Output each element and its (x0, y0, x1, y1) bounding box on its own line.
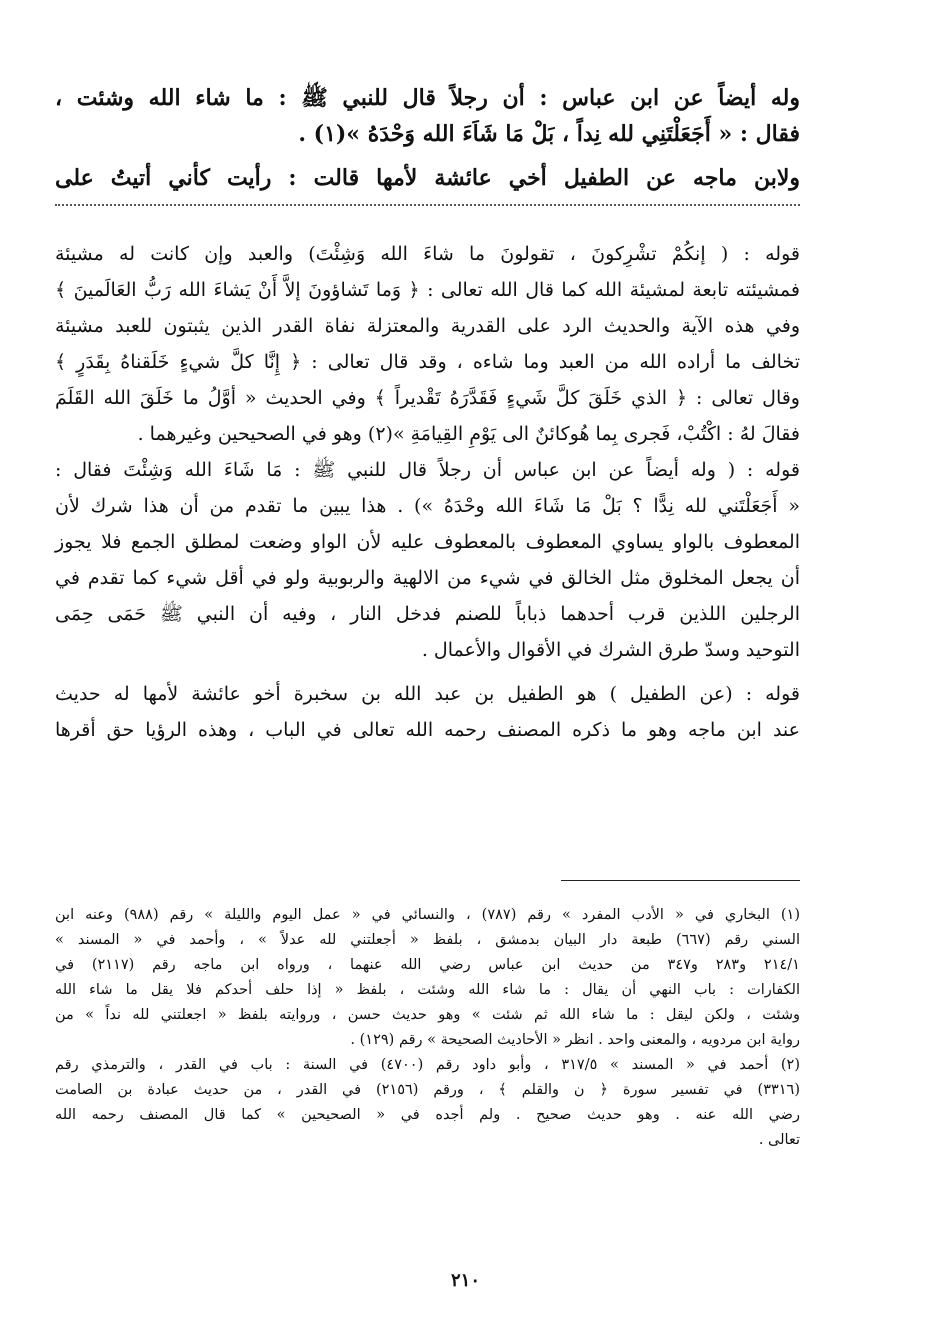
hadith-line: ولابن ماجه عن الطفيل أخي عائشة لأمها قالت : رأيت كأني أتيتُ على (55, 165, 800, 191)
footnote-separator (561, 880, 800, 881)
text-line: قوله : ( وله أيضاً عن ابن عباس أن رجلاً قال للنبي ﷺ : مَا شَاءَ الله وَشِئْتَ فقال : (55, 459, 800, 481)
text-line: وفي هذه الآية والحديث الرد على القدرية والمعتزلة نفاة القدر الذين يثبتون للعبد مشيئة (55, 315, 800, 337)
footnote-line: رواية ابن مردويه ، والمعنى واحد . انظر « الأحاديث الصحيحة » رقم (١٢٩) . (350, 1032, 800, 1048)
footnote-line: الكفارات : باب النهي أن يقال : ما شاء الله وشئت ، بلفظ « إذا حلف أحدكم فلا يقل ما شاء الله (55, 982, 800, 998)
commentary-paragraph-3 (55, 676, 800, 748)
footnote-line: (٣٣١٦) في تفسير سورة ﴿ ن والقلم ﴾ ، ورقم (٢١٥٦) في القدر ، من حديث عبادة بن الصامت (55, 1082, 801, 1098)
text-line: وقال تعالى : ﴿ الذي خَلَقَ كلَّ شَيءٍ فَقَدَّرَهُ تَقْديراً ﴾ وفي الحديث « أوَّلُ ما خَلَقَ الله القَلَمَ (55, 387, 800, 409)
hadith-line: فقال : « أَجَعَلْتَنِي لله نِداً ، بَلْ مَا شَاَءَ الله وَحْدَهُ »(١) . (298, 121, 800, 147)
section-divider (55, 204, 800, 206)
footnote-line: (١) البخاري في « الأدب المفرد » رقم (٧٨٧) ، والنسائي في « عمل اليوم والليلة » رقم (٩٨٨) وعنه ابن (55, 907, 800, 923)
text-line: الرجلين اللذين قرب أحدهما ذباباً للصنم فدخل النار ، وفيه أن النبي ﷺ حَمَى حِمَى (55, 603, 800, 625)
footnote-line: السني رقم (٦٦٧) طبعة دار البيان بدمشق ، بلفظ « أجعلتني لله عدلاً » ، وأحمد في « المسند » (55, 932, 800, 948)
text-line: فقالَ لهُ : اكْتُبْ، فَجرى بِما هُوكائنٌ الى يَوْمِ القِيامَةِ »(٢) وهو في الصحيحين وغيرهما . (137, 423, 800, 445)
footnote-line: ٢١٤/١ و٢٨٣ و٣٤٧ من حديث ابن عباس رضي الله عنهما ، ورواه ابن ماجه رقم (٢١١٧) في (55, 957, 800, 973)
commentary-paragraph-2 (55, 452, 800, 668)
text-line: قوله : (عن الطفيل ) هو الطفيل بن عبد الله بن سخبرة أخو عائشة لأمها له حديث (55, 683, 800, 705)
commentary-paragraph-1 (55, 236, 800, 452)
footnote-1 (55, 903, 800, 1053)
text-line: « أَجَعَلْتَني لله نِدًّا ؟ بَلْ مَا شَاءَ الله وحْدَهُ ») . هذا يبين ما تقدم من أن هذا شرك لأن (55, 495, 800, 517)
footnotes (55, 903, 800, 1153)
hadith-line: وله أيضاً عن ابن عباس : أن رجلاً قال للنبي ﷺ : ما شاء الله وشئت ، (55, 85, 800, 111)
text-line: عند ابن ماجه وهو ما ذكره المصنف رحمه الله تعالى في الباب ، وهذه الرؤيا حق أقرها (55, 719, 800, 741)
footnote-line: (٢) أحمد في « المسند » ٣١٧/٥ ، وأبو داود رقم (٤٧٠٠) في السنة : باب في القدر ، والترمذي رقم (55, 1057, 801, 1073)
text-line: المعطوف بالواو يساوي المعطوف بالمعطوف عليه لأن الواو وضعت لمطلق الجمع فلا يجوز (55, 531, 800, 553)
main-text (55, 80, 800, 748)
text-line: التوحيد وسدّ طرق الشرك في الأقوال والأعمال . (421, 639, 800, 661)
page-number: ٢١٠ (450, 1270, 480, 1291)
footnote-2 (55, 1053, 800, 1153)
text-line: تخالف ما أراده الله من العبد وما شاءه ، وقد قال تعالى : ﴿ إِنَّا كلَّ شيءٍ خَلَقناهُ بِقَدَرٍ ﴾ (55, 351, 800, 373)
text-line: فمشيئته تابعة لمشيئة الله كما قال الله تعالى : ﴿ وَما تَشاؤونَ إلاَّ أَنْ يَشاءَ الله رَبُّ العَالَمينَ ﴾ (55, 279, 800, 301)
footnote-line: وشئت ، ولكن ليقل : ما شاء الله ثم شئت » وهو حديث حسن ، وروايته بلفظ « اجعلتني لله نداً » من (55, 1007, 800, 1023)
footnote-line: تعالى . (758, 1132, 800, 1148)
text-line: قوله : ( إنكُمْ تشْرِكونَ ، تقولونَ ما شاءَ الله وَشِئْتَ) والعبد وإن كانت له مشيئة (55, 243, 800, 265)
text-line: أن يجعل المخلوق مثل الخالق في شيء من الالهية والربوبية ولو في أقل شيء كما تقدم في (55, 567, 800, 589)
footnote-line: رضي الله عنه . وهو حديث صحيح . ولم أجده في « الصحيحين » كما قال المصنف رحمه الله (55, 1107, 800, 1123)
